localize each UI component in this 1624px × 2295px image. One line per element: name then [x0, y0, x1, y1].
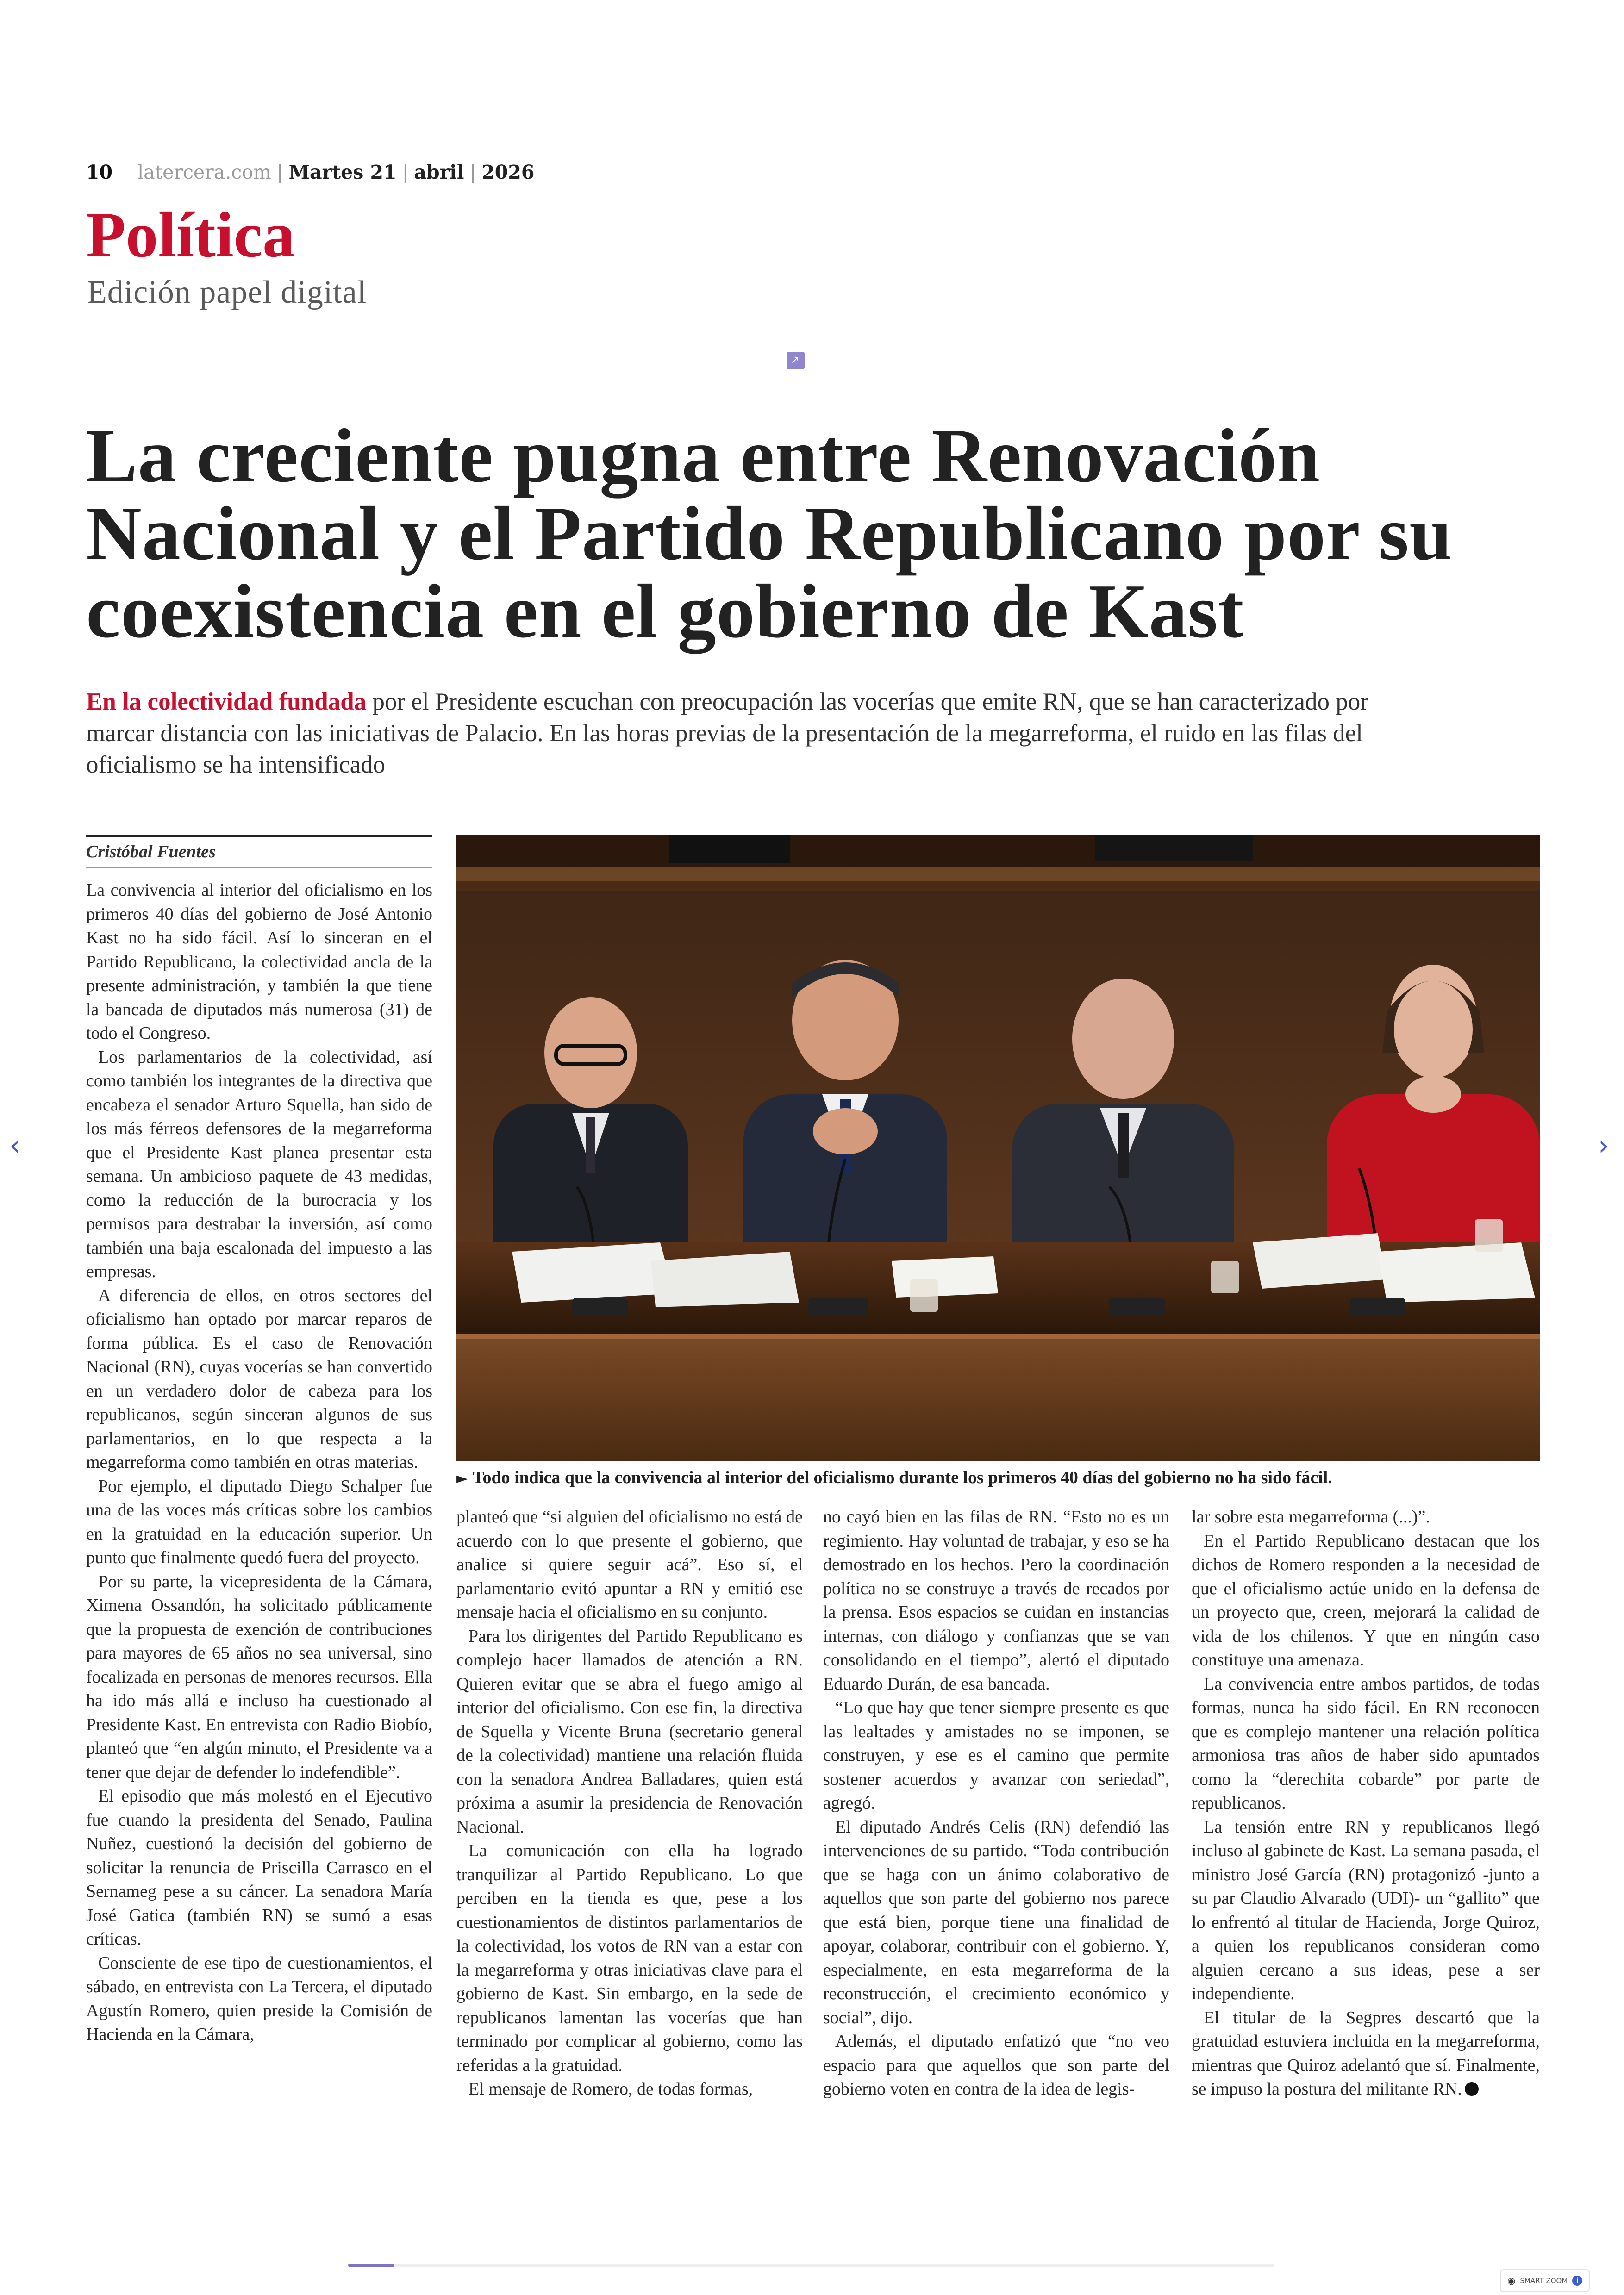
- body-paragraph: En el Partido Republicano destacan que los dichos de Romero responden a la necesidad de que el oficialismo actúe unido en la defensa de un proyecto que, creen, mejorará la calidad de vida de los chilenos. Y que en ningún caso constituye una amenaza.: [1192, 1531, 1540, 1670]
- body-paragraph: lar sobre esta megarreforma (...)”.: [1192, 1507, 1430, 1527]
- edition-subtitle: Edición papel digital: [87, 274, 367, 310]
- page-marker-icon[interactable]: ↗: [787, 352, 805, 369]
- info-icon[interactable]: i: [1572, 2276, 1582, 2286]
- body-paragraph: Por su parte, la vicepresidenta de la Cámara, Ximena Ossandón, ha solicitado públicamente que la propuesta de exención de contribuciones para mayores de 65 años no sea universal, sino focalizada en personas de menores recursos. Ella ha ido más allá e incluso ha cuestionado al Presidente Kast. En entrevista con Radio Biobío, planteó que “en algún minuto, el Presidente va a tener que dejar de defender lo indefendible”.: [86, 1572, 432, 1782]
- body-paragraph: La comunicación con ella ha logrado tranquilizar al Partido Republicano. Lo que perciben en la tienda es que, pese a los cuestionamientos de distintos parlamentarios de la colectividad, los votos de RN van a estar con la megarreforma y otras iniciativas clave para el gobierno de Kast. Sin embargo, en la sede de republicanos lamentan las vocerías que han terminado por complicar al gobierno, como las referidas a la gratuidad.: [456, 1841, 803, 2075]
- lead-text: por el Presidente escuchan con preocupación las vocerías que emite RN, que se han caracterizado por marcar distancia con las iniciativas de Palacio. En las horas previas de la presentación de la megarreforma, el ruido en las filas del oficialismo se ha intensificado: [86, 688, 1368, 778]
- folio-separator: |: [276, 161, 283, 183]
- page-progress-track[interactable]: [348, 2264, 1274, 2267]
- caption-arrow-icon: ►: [456, 1469, 468, 1487]
- byline: Cristóbal Fuentes: [86, 842, 216, 861]
- page-progress-fill: [348, 2264, 394, 2267]
- body-column-2: [456, 1505, 803, 2102]
- lead-kicker: En la colectividad fundada: [86, 688, 367, 715]
- smart-zoom-button[interactable]: [1500, 2269, 1590, 2292]
- page-number: 10: [86, 161, 113, 183]
- photo-caption: [456, 1467, 1540, 1488]
- body-paragraph: La convivencia al interior del oficialismo en los primeros 40 días del gobierno de José Antonio Kast no ha sido fácil. Así lo sinceran en el Partido Republicano, la colectividad ancla de la presente administración, y también la que tiene la bancada de diputados más numerosa (31) de todo el Congreso.: [86, 880, 432, 1043]
- body-paragraph: Por ejemplo, el diputado Diego Schalper fue una de las voces más críticas sobre los cambios en la gratuidad en la educación superior. Un punto que finalmente quedó fuera del proyecto.: [86, 1476, 432, 1567]
- body-paragraph: no cayó bien en las filas de RN. “Esto no es un regimiento. Hay voluntad de trabajar, y eso se ha demostrado en los hechos. Pero la coordinación política no se construye a través de recados por la prensa. Esos espacios se cuidan en instancias internas, con diálogo y confianzas que se van consolidando en el tiempo”, alertó el diputado Eduardo Durán, de esa bancada.: [823, 1507, 1169, 1694]
- body-paragraph: El diputado Andrés Celis (RN) defendió las intervenciones de su partido. “Toda contribución que se haga con un ánimo colaborativo de aquellos que son parte del gobierno nos parece que está bien, porque tiene una finalidad de apoyar, colaborar, contribuir con el gobierno. Y, especialmente, en esta megarreforma de la reconstrucción, el crecimiento económico y social”, dijo.: [823, 1817, 1169, 2027]
- body-column-4: [1192, 1505, 1540, 2102]
- body-paragraph: planteó que “si alguien del oficialismo no está de acuerdo con lo que presente el gobierno, que analice si quiere seguir acá”. Eso sí, el parlamentario evitó apuntar a RN y emitió ese mensaje hacia el oficialismo en su conjunto.: [456, 1507, 803, 1622]
- byline-rule: [86, 835, 432, 837]
- caption-text: Todo indica que la convivencia al interior del oficialismo durante los primeros 40 días del gobierno no ha sido fácil.: [472, 1468, 1332, 1487]
- body-paragraph: El mensaje de Romero, de todas formas,: [468, 2079, 753, 2099]
- byline-rule-bottom: [86, 867, 432, 868]
- body-paragraph: La convivencia entre ambos partidos, de todas formas, nunca ha sido fácil. En RN reconocen que es complejo mantener una relación política armoniosa tras años de haber sido apuntados como la “derechita cobarde” por parte de republicanos.: [1192, 1674, 1540, 1813]
- body-paragraph: Para los dirigentes del Partido Republicano es complejo hacer llamados de atención a RN. Quieren evitar que se abra el fuego amigo al interior del oficialismo. Con ese fin, la directiva de Squella y Vicente Bruna (secretario general de la colectividad) mantiene una relación fluida con la senadora Andrea Balladares, quien está próxima a asumir la presidencia de Renovación Nacional.: [456, 1626, 803, 1837]
- folio-day: Martes 21: [288, 161, 397, 183]
- section-title: Política: [86, 199, 295, 271]
- body-paragraph: “Lo que hay que tener siempre presente es que las lealtades y amistades no se imponen, se construyen, y ese es el camino que permite sostener acuerdos y avanzar con seriedad”, agregó.: [823, 1698, 1169, 1813]
- body-paragraph: Consciente de ese tipo de cuestionamientos, el sábado, en entrevista con La Tercera, el diputado Agustín Romero, quien preside la Comisión de Hacienda en la Cámara,: [86, 1953, 432, 2044]
- article-photo: [456, 835, 1540, 1461]
- body-paragraph: Los parlamentarios de la colectividad, así como también los integrantes de la directiva que encabeza el senador Arturo Squella, han sido de los más férreos defensores de la megarreforma que el Presidente Kast planea presentar esta semana. Un ambicioso paquete de 43 medidas, como la reducción de la burocracia y los permisos para destrabar la inversión, así como también una baja escalonada del impuesto a las empresas.: [86, 1047, 432, 1281]
- body-paragraph: La tensión entre RN y republicanos llegó incluso al gabinete de Kast. La semana pasada, el ministro José García (RN) protagonizó -junto a su par Claudio Alvarado (UDI)- un “gallito” que lo enfrentó al titular de Hacienda, Jorge Quiroz, a quien los republicanos consideran como alguien cercano a sus ideas, pese a ser independiente.: [1192, 1817, 1540, 2003]
- body-column-3: [823, 1505, 1169, 2102]
- body-paragraph: Además, el diputado enfatizó que “no veo espacio para que aquellos que son parte del gobierno voten en contra de la idea de legis-: [823, 2032, 1169, 2099]
- body-paragraph: A diferencia de ellos, en otros sectores del oficialismo han optado por marcar reparos de forma pública. Es el caso de Renovación Nacional (RN), cuyas vocerías se han convertido en un verdadero dolor de cabeza para los republicanos, según sinceran algunos de sus parlamentarios, en lo que respecta a la megarreforma como también en otras materias.: [86, 1285, 432, 1472]
- body-paragraph: El titular de la Segpres descartó que la gratuidad estuviera incluida en la megarreforma, mientras que Quiroz adelantó que sí. Finalmente, se impuso la postura del militante RN.: [1192, 2008, 1540, 2099]
- folio-separator: |: [402, 161, 409, 183]
- folio-month: abril: [414, 161, 464, 183]
- smart-zoom-label: SMART ZOOM: [1520, 2276, 1568, 2285]
- site-name: latercera.com: [137, 161, 271, 183]
- folio-line: [86, 161, 534, 183]
- end-mark-icon: [1465, 2082, 1479, 2096]
- eye-icon: ◉: [1507, 2275, 1516, 2286]
- lead-paragraph: [86, 686, 1373, 780]
- body-paragraph: El episodio que más molestó en el Ejecutivo fue cuando la presidenta del Senado, Paulina Nuñez, cuestionó la decisión del gobierno de solicitar la renuncia de Priscilla Carrasco en el Sernameg pese a su cáncer. La senadora María José Gatica (también RN) se sumó a esas críticas.: [86, 1786, 432, 1949]
- folio-separator: |: [469, 161, 476, 183]
- folio-year: 2026: [481, 161, 535, 183]
- body-column-1: [86, 879, 432, 2047]
- next-page-icon[interactable]: ›: [1598, 1129, 1609, 1162]
- headline: La creciente pugna entre Renovación Nacional y el Partido Republicano por su coexistencia en el gobierno de Kast: [86, 413, 1453, 654]
- prev-page-icon[interactable]: ‹: [9, 1129, 20, 1162]
